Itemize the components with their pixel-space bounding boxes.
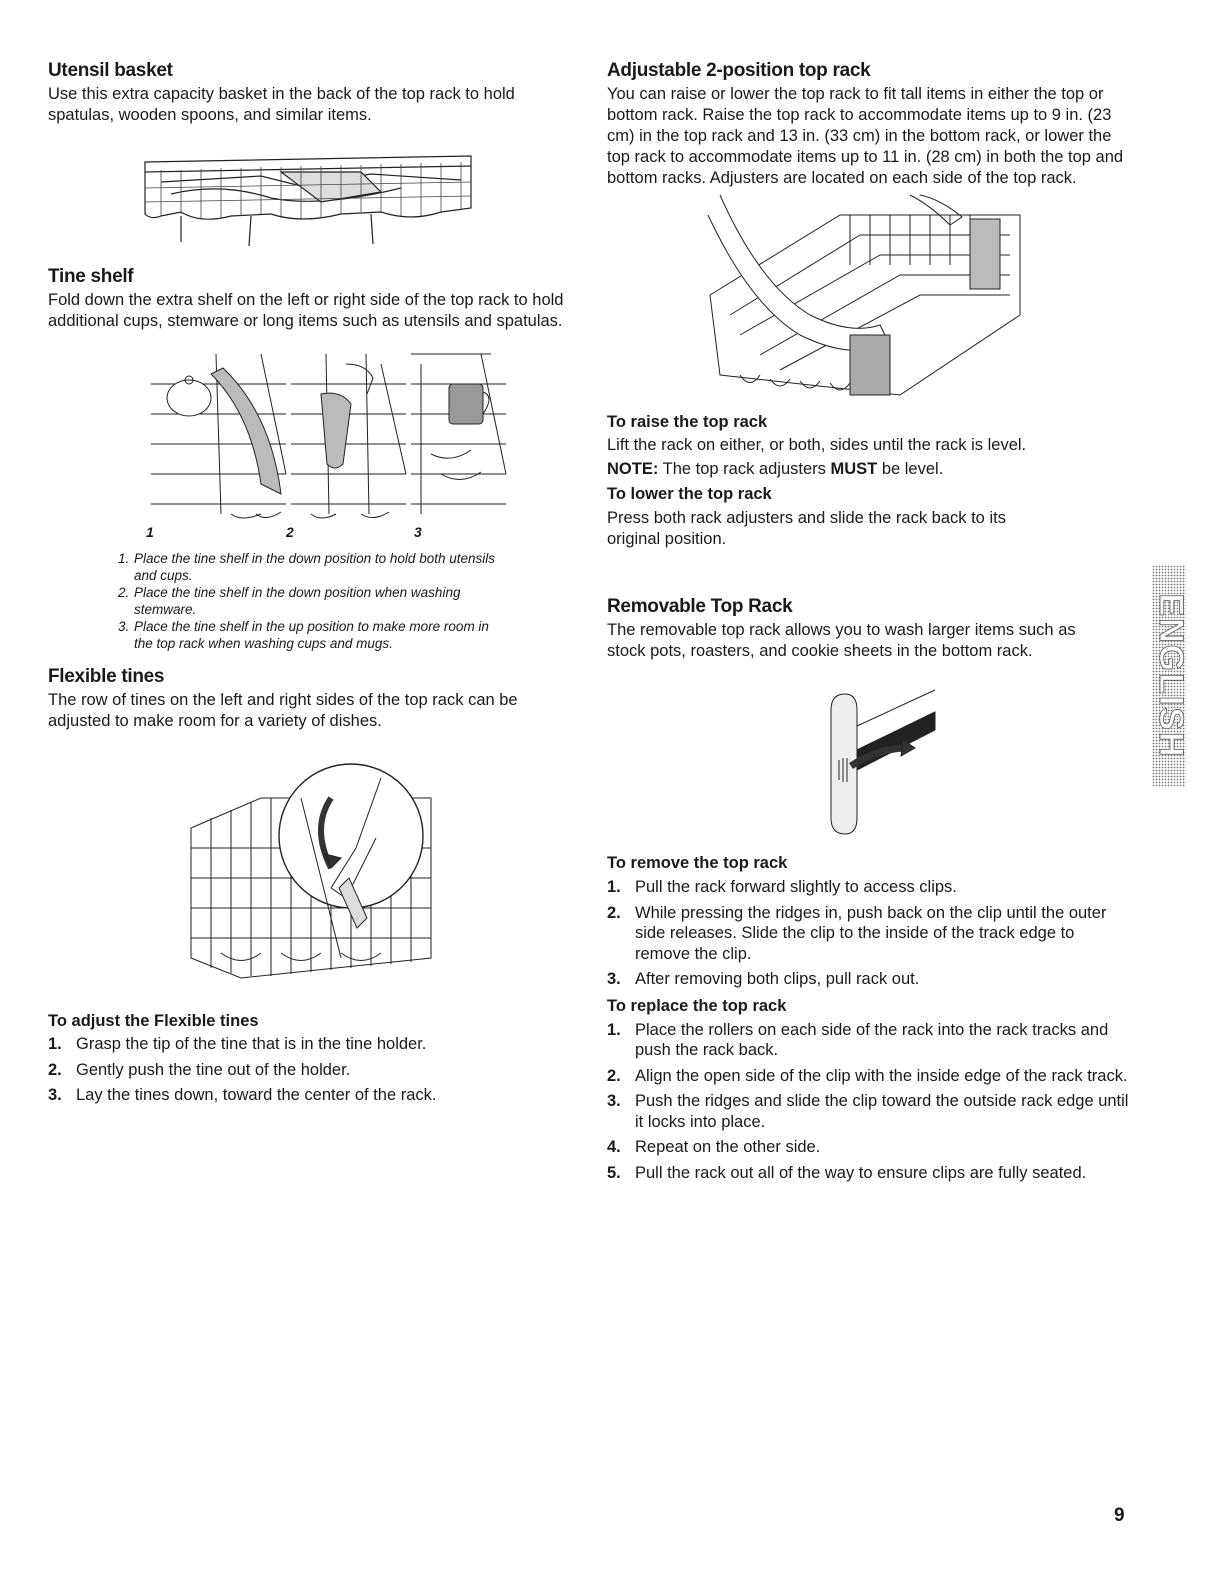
- utensil-basket-text: Use this extra capacity basket in the back of the top rack to hold spatulas, wooden spoons, and similar items.: [48, 85, 515, 124]
- tine-shelf-figure-2: [291, 354, 406, 518]
- list-item: 1. Grasp the tip of the tine that is in the tine holder.: [48, 1035, 427, 1053]
- flexible-tines-illustration: [181, 758, 441, 986]
- figure-label-3: 3: [414, 524, 422, 540]
- left-column: [48, 60, 573, 1111]
- tine-shelf-figure-1: [151, 354, 286, 518]
- list-item: 1. Pull the rack forward slightly to access clips.: [607, 878, 957, 896]
- right-column: [607, 60, 1132, 1188]
- lower-top-rack-heading: To lower the top rack: [607, 485, 772, 503]
- page-number: 9: [1114, 1505, 1125, 1526]
- list-item: 3. Lay the tines down, toward the center of the rack.: [48, 1086, 437, 1104]
- caption-item: 1. Place the tine shelf in the down position to hold both utensils and cups.: [118, 551, 495, 583]
- tine-shelf-illustration: [111, 354, 511, 522]
- figure-label-1: 1: [146, 524, 154, 540]
- language-side-tab-label: ENGLISH: [1152, 593, 1191, 759]
- adjustable-top-rack-text: You can raise or lower the top rack to fit tall items in either the top or bottom rack. Raise the top rack to accommodate items up to 9 in. (23 cm) in the top rack and 13 in. (33 cm) in the bottom rack, or lower the top rack to accommodate items up to 11 in. (28 cm) in both the top and bottom racks. Adjusters are located on each side of the top rack.: [607, 85, 1124, 187]
- language-side-tab: [1152, 565, 1191, 787]
- remove-top-rack-steps: [607, 877, 1132, 990]
- adjust-flexible-tines-heading: To adjust the Flexible tines: [48, 1012, 259, 1030]
- list-item: 2. While pressing the ridges in, push back on the clip until the outer side releases. Slide the clip to the inside of the track edge to remove the clip.: [607, 903, 1107, 963]
- note-text: NOTE: The top rack adjusters MUST be level.: [607, 460, 944, 478]
- removable-top-rack-text: The removable top rack allows you to wash larger items such as stock pots, roasters, and cookie sheets in the bottom rack.: [607, 621, 1076, 660]
- tine-shelf-heading: Tine shelf: [48, 266, 134, 287]
- flexible-tines-text: The row of tines on the left and right sides of the top rack can be adjusted to make room for a variety of dishes.: [48, 691, 518, 730]
- list-item: 3. Push the ridges and slide the clip toward the outside rack edge until it locks into place.: [607, 1092, 1129, 1131]
- removable-top-rack-heading: Removable Top Rack: [607, 596, 793, 617]
- tine-shelf-text: Fold down the extra shelf on the left or right side of the top rack to hold additional cups, stemware or long items such as utensils and spatulas.: [48, 291, 564, 330]
- list-item: 2. Gently push the tine out of the holder.: [48, 1060, 351, 1079]
- figure-label-2: 2: [286, 524, 294, 540]
- utensil-basket-heading: Utensil basket: [48, 60, 173, 81]
- replace-top-rack-heading: To replace the top rack: [607, 996, 787, 1015]
- adjust-flexible-tines-steps: [48, 1034, 573, 1106]
- caption-item: 2. Place the tine shelf in the down position when washing stemware.: [118, 585, 461, 617]
- utensil-basket-illustration: [141, 142, 481, 246]
- raise-top-rack-heading: To raise the top rack: [607, 413, 768, 431]
- list-item: 4. Repeat on the other side.: [607, 1138, 821, 1156]
- flexible-tines-heading: Flexible tines: [48, 666, 165, 687]
- lower-top-rack-text: Press both rack adjusters and slide the rack back to its original position.: [607, 509, 1006, 548]
- list-item: 2. Align the open side of the clip with the inside edge of the rack track.: [607, 1066, 1128, 1085]
- remove-top-rack-heading: To remove the top rack: [607, 854, 788, 872]
- tine-shelf-figure-3: [411, 354, 506, 514]
- adjustable-rack-illustration: [700, 195, 1040, 405]
- caption-item: 3. Place the tine shelf in the up position to make more room in the top rack when washing cups and mugs.: [118, 619, 489, 651]
- note-label: NOTE:: [607, 460, 659, 478]
- tine-shelf-figure-labels: [48, 522, 573, 546]
- adjustable-top-rack-heading: Adjustable 2-position top rack: [607, 60, 871, 81]
- rack-clip-illustration: [795, 690, 945, 840]
- list-item: 1. Place the rollers on each side of the rack into the rack tracks and push the rack back.: [607, 1020, 1109, 1059]
- tine-shelf-captions: [118, 550, 498, 652]
- replace-top-rack-steps: [607, 1020, 1132, 1184]
- list-item: 3. After removing both clips, pull rack out.: [607, 970, 920, 988]
- list-item: 5. Pull the rack out all of the way to ensure clips are fully seated.: [607, 1163, 1087, 1182]
- raise-top-rack-text: Lift the rack on either, or both, sides until the rack is level.: [607, 436, 1027, 454]
